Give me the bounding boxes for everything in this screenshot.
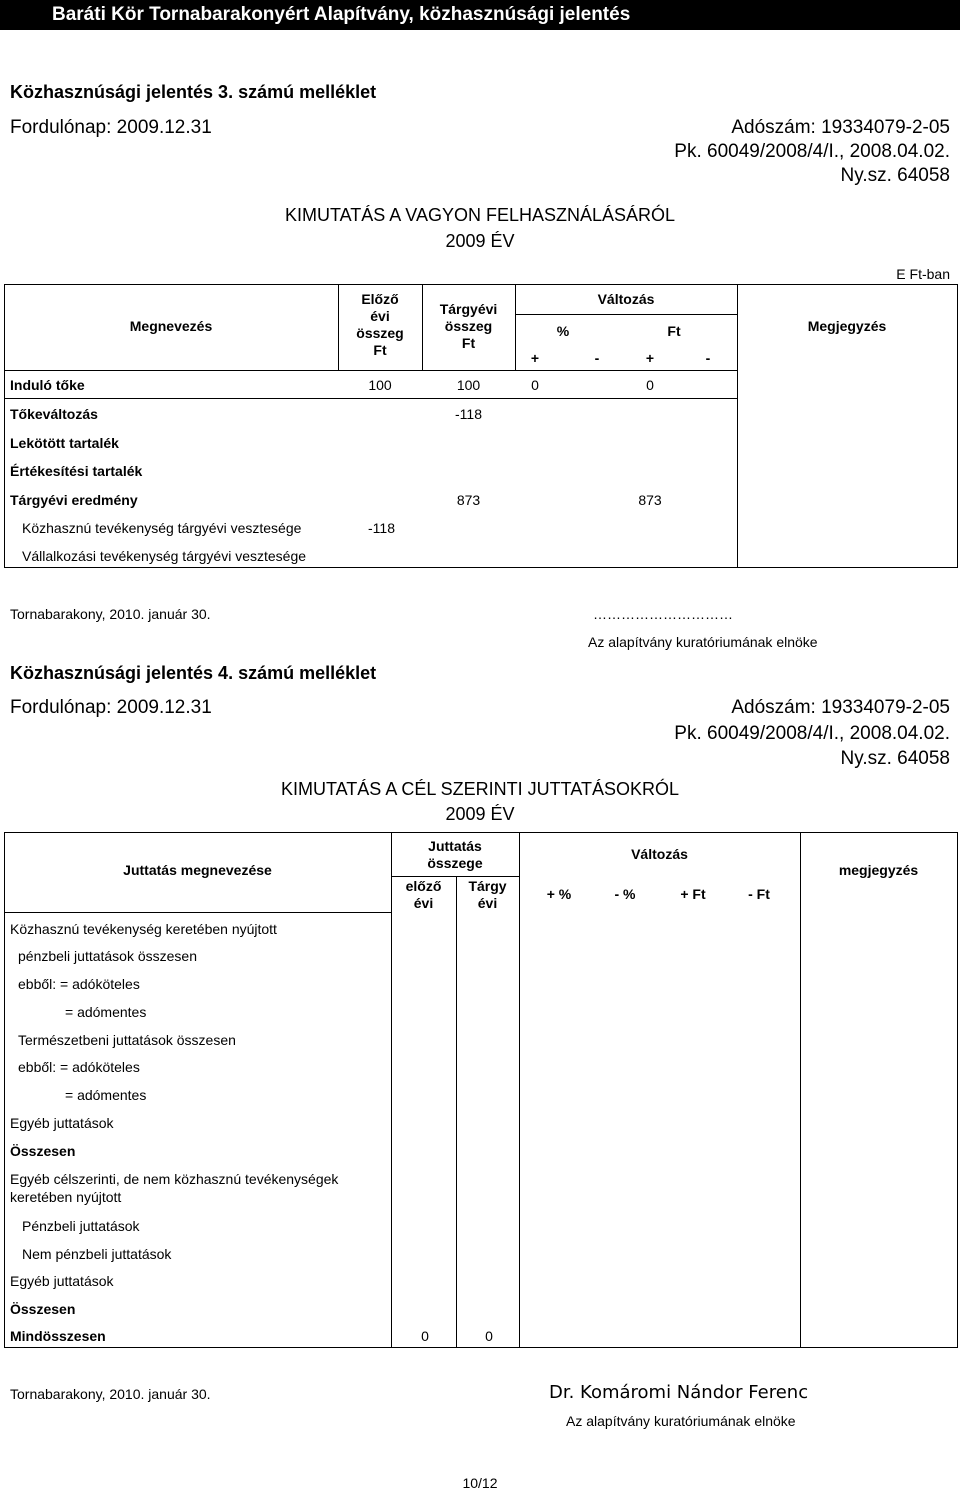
table4-line: [4, 832, 957, 833]
annex3-adoszam: Adószám: 19334079-2-05: [731, 117, 950, 138]
row-indulo-toke-ft: 0: [646, 377, 654, 393]
col4-minus-ft: - Ft: [748, 886, 770, 902]
annex4-signer-role: Az alapítvány kuratóriumának elnöke: [566, 1413, 796, 1429]
table4-line: [4, 832, 5, 1348]
table4-line: [456, 876, 457, 1348]
col-elozo-line: Előző: [361, 291, 399, 307]
table3-line: [4, 567, 957, 568]
row4-label: Egyéb juttatások: [10, 1115, 114, 1131]
col4-valtozas: Változás: [631, 846, 688, 862]
row4-total-elozo: 0: [421, 1328, 429, 1344]
col-pct-plus: +: [530, 350, 540, 366]
col4-osszege-line: összege: [427, 855, 483, 871]
row4-label: Egyéb juttatások: [10, 1273, 114, 1289]
row4-label: pénzbeli juttatások összesen: [18, 948, 197, 964]
row4-label: Természetbeni juttatások összesen: [18, 1032, 236, 1048]
col4-elozo: [391, 878, 456, 912]
page-number: 10/12: [462, 1475, 498, 1491]
annex3-title: Közhasznúsági jelentés 3. számú melléklet: [10, 82, 377, 102]
col-pct: %: [556, 323, 570, 339]
row4-label: Egyéb célszerinti, de nem közhasznú tevékenységek: [10, 1171, 339, 1187]
col-targyevi-line: Ft: [461, 335, 476, 351]
annex3-signer-role: Az alapítvány kuratóriumának elnöke: [588, 634, 818, 650]
col4-targy: [456, 878, 519, 912]
col4-osszege-line: Juttatás: [428, 838, 482, 854]
row4-label: keretében nyújtott: [10, 1189, 122, 1205]
row-vallalkozasi-vesztesege-label: Vállalkozási tevékenység tárgyévi vesztesége: [22, 548, 307, 564]
table3-line: [4, 398, 737, 399]
row-kozhasznu-vesztesege-value: -118: [368, 520, 395, 536]
row4-label: Összesen: [10, 1143, 76, 1159]
col4-plus-pct: + %: [546, 886, 572, 902]
col4-elozo-line: évi: [413, 895, 434, 911]
row-ertekesitesi-label: Értékesítési tartalék: [10, 463, 143, 479]
row4-label: ebből: = adóköteles: [18, 976, 140, 992]
row-tokevaltozas-label: Tőkeváltozás: [10, 406, 98, 422]
row-indulo-toke-pct: 0: [531, 377, 539, 393]
col-targyevi-line: Tárgyévi: [439, 301, 498, 317]
col4-targy-line: évi: [477, 895, 498, 911]
col4-osszege: [391, 838, 519, 872]
table3-line: [957, 284, 958, 568]
col-megnevezes: Megnevezés: [129, 318, 213, 334]
col4-minus-pct: - %: [614, 886, 636, 902]
col-elozo-line: Ft: [373, 342, 387, 358]
row-indulo-toke-elozo: 100: [368, 377, 392, 393]
col4-plus-ft: + Ft: [680, 886, 706, 902]
row-indulo-toke-targyevi: 100: [456, 377, 481, 393]
col4-megnevezes: Juttatás megnevezése: [123, 862, 272, 878]
row4-label: = adómentes: [65, 1004, 147, 1020]
row4-label: = adómentes: [65, 1087, 147, 1103]
col-valtozas: Változás: [597, 291, 655, 307]
annex4-pk: Pk. 60049/2008/4/I., 2008.04.02.: [674, 723, 950, 744]
col-elozo-line: összeg: [356, 325, 404, 341]
annex4-adoszam: Adószám: 19334079-2-05: [731, 697, 950, 718]
annex4-year: 2009 ÉV: [445, 804, 515, 824]
annex3-unit: E Ft-ban: [896, 266, 950, 282]
annex3-place-date: Tornabarakony, 2010. január 30.: [10, 606, 211, 622]
col-targyevi-line: összeg: [444, 318, 493, 334]
annex3-nysz: Ny.sz. 64058: [840, 165, 950, 186]
annex3-pk: Pk. 60049/2008/4/I., 2008.04.02.: [674, 141, 950, 162]
table3-line: [515, 314, 737, 315]
table3-line: [4, 284, 957, 285]
annex4-title: Közhasznúsági jelentés 4. számú melléklet: [10, 663, 377, 683]
annex4-place-date: Tornabarakony, 2010. január 30.: [10, 1386, 211, 1402]
annex4-signer-name: Dr. Komáromi Nándor Ferenc: [549, 1382, 809, 1403]
annex3-fordulonap: Fordulónap: 2009.12.31: [10, 117, 212, 138]
row4-label: Nem pénzbeli juttatások: [22, 1246, 172, 1262]
annex3-heading: KIMUTATÁS A VAGYON FELHASZNÁLÁSÁRÓL: [284, 205, 676, 225]
row4-label: ebből: = adóköteles: [18, 1059, 140, 1075]
row4-label: Mindösszesen: [10, 1328, 106, 1344]
col-elozo: [338, 291, 422, 359]
col-megjegyzes: Megjegyzés: [807, 318, 887, 334]
col-ft: Ft: [667, 323, 681, 339]
row-kozhasznu-vesztesege-label: Közhasznú tevékenység tárgyévi vesztesége: [22, 520, 302, 536]
annex3-year: 2009 ÉV: [445, 231, 515, 251]
col-pct-minus: -: [594, 350, 600, 366]
annex4-heading: KIMUTATÁS A CÉL SZERINTI JUTTATÁSOKRÓL: [280, 779, 680, 799]
annex4-fordulonap: Fordulónap: 2009.12.31: [10, 697, 212, 718]
document-title: Baráti Kör Tornabarakonyért Alapítvány, közhasznúsági jelentés: [52, 4, 631, 25]
row4-total-targy: 0: [485, 1328, 493, 1344]
table4-line: [800, 832, 801, 1348]
col4-elozo-line: előző: [405, 878, 442, 894]
row-indulo-toke-label: Induló tőke: [10, 377, 85, 393]
col-elozo-line: évi: [370, 308, 390, 324]
row-targyevi-eredmeny-label: Tárgyévi eredmény: [10, 492, 138, 508]
table4-line: [4, 1347, 957, 1348]
row-tokevaltozas-targyevi: -118: [455, 406, 482, 422]
table4-line: [519, 832, 520, 1348]
row-targyevi-eredmeny-targyevi: 873: [456, 492, 481, 508]
table4-line: [957, 832, 958, 1348]
col4-targy-line: Tárgy: [468, 878, 507, 894]
col-ft-minus: -: [705, 350, 711, 366]
row4-label: Összesen: [10, 1301, 76, 1317]
col-targyevi: [422, 301, 515, 352]
row-targyevi-eredmeny-ft: 873: [638, 492, 662, 508]
table3-line: [4, 370, 737, 371]
col-ft-plus: +: [645, 350, 655, 366]
annex3-signature-dots: …………………………: [593, 606, 733, 622]
table4-line: [4, 912, 391, 913]
document-header-bar: [0, 0, 960, 30]
col4-megjegyzes: megjegyzés: [838, 862, 919, 878]
row4-label: Pénzbeli juttatások: [22, 1218, 140, 1234]
row-lekotott-label: Lekötött tartalék: [10, 435, 119, 451]
row4-label: Közhasznú tevékenység keretében nyújtott: [10, 921, 277, 937]
annex4-nysz: Ny.sz. 64058: [840, 748, 950, 769]
